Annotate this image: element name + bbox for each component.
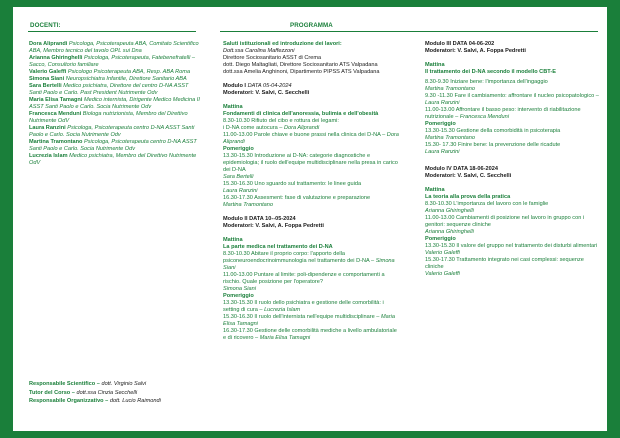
modulo2-speaker: Maria Elisa Tamagni bbox=[223, 314, 395, 327]
modulo4-item-text: 13.30-15.30 Il valore del gruppo nel trattamento dei disturbi alimentari bbox=[425, 243, 598, 249]
responsabile-row bbox=[29, 390, 209, 397]
modulo2-item-text: 15.30-16.30 Il ruolo dell'internista nell'equipe multidisciplinare – bbox=[223, 314, 380, 320]
responsabili-block bbox=[29, 381, 209, 407]
modulo1-item: 8.30-10.30 Rifiuto del cibo e rottura dei legami: bbox=[223, 118, 339, 124]
modulo2-item-text: 13.30-15.30 Il ruolo dello psichiatra e gestione delle comorbilità: i setting di cura – bbox=[223, 300, 384, 313]
docente-item bbox=[29, 153, 201, 167]
bottom-border bbox=[0, 431, 620, 438]
modulo3-speaker: Francesca Menduni bbox=[459, 114, 509, 120]
modulo2-moderators: Moderatori: V. Salvi, A. Foppa Pedretti bbox=[223, 223, 324, 229]
docente-item bbox=[29, 83, 201, 97]
modulo1-item: 16.30-17.30 Assesment: fase di valutazione e preparazione bbox=[223, 195, 371, 201]
modulo1-pomeriggio: Pomeriggio bbox=[223, 146, 254, 152]
modulo3-speaker: Martina Tramontano bbox=[425, 135, 475, 141]
modulo2-item-text: 16.30-17.30 Gestione delle comorbilità mediche a livello ambulatoriale e di ricovero – bbox=[223, 328, 397, 341]
docente-desc: Psicologo Psicoterapeuta ABA, Resp. ABA Roma bbox=[67, 69, 191, 75]
modulo3-pomeriggio: Pomeriggio bbox=[425, 121, 456, 127]
modulo3-item: 13.30-15.30 Gestione della comorbidità in psicoterapia bbox=[425, 128, 561, 134]
programma-rule bbox=[220, 31, 598, 32]
responsabile-row bbox=[29, 381, 209, 388]
docente-desc: Medico psichiatra, Membro del Direttivo Nutrimente OdV bbox=[29, 153, 197, 166]
modulo2-speaker: Simona Siani bbox=[223, 286, 256, 292]
modulo2-item bbox=[223, 300, 400, 314]
saluti-title: Saluti istituzionali ed introduzione dei lavori: bbox=[223, 41, 342, 47]
modulo2-item-text: 8.30-10.30 Abitare il proprio corpo: l'apporto della psiconeuroendocrinoimmunologia nel trattamento dei D-NA – bbox=[223, 251, 375, 264]
docenti-header: DOCENTI: bbox=[30, 22, 61, 29]
modulo1-speaker: Dora Aliprandi bbox=[223, 132, 399, 145]
docente-name: Simona Siani bbox=[29, 76, 65, 82]
modulo4-speaker: Valerio Galeffi bbox=[425, 250, 460, 256]
modulo4-speaker: Arianna Ghiringhelli bbox=[425, 208, 474, 214]
docente-item bbox=[29, 125, 201, 139]
modulo2-item bbox=[223, 251, 400, 272]
responsabile-label: Responsabile Scientifico – bbox=[29, 381, 100, 387]
docente-item bbox=[29, 76, 201, 83]
docente-name: Francesca Menduni bbox=[29, 111, 82, 117]
modulo1-item: 15.30-16.30 Uno sguardo sul trattamento: le linee guida bbox=[223, 181, 362, 187]
modulo2-subtitle: La parte medica nel trattamento dei D-NA bbox=[223, 244, 333, 250]
modulo1-item: 13.30-15.30 Introduzione ai D-NA: categorie diagnostiche e epidemiologia; il ruolo dell'equipe multidisciplinare nella presa in carico dei D-NA bbox=[223, 153, 398, 173]
docente-desc: Psicologa, Psicoterapeuta centro D-NA ASST Santi Paolo e Carlo. Socia Nutrimente Odv bbox=[29, 125, 195, 138]
modulo1-speaker: Martina Tramontano bbox=[223, 202, 273, 208]
docente-item bbox=[29, 97, 201, 111]
docente-name: Maria Elisa Tamagni bbox=[29, 97, 83, 103]
docente-desc: Medico psichiatra, Direttore del centro D-NA ASST Santi Paolo e Carlo. Past President Nutrimente Odv bbox=[29, 83, 189, 96]
docente-item bbox=[29, 55, 201, 69]
modulo2-speaker: Lucrezia Islam bbox=[264, 307, 301, 313]
modulo3-speaker: Laura Ranzini bbox=[425, 100, 460, 106]
docente-name: Dora Aliprandi bbox=[29, 41, 68, 47]
modulo3-speaker: Laura Ranzini bbox=[425, 149, 460, 155]
responsabile-row bbox=[29, 398, 209, 405]
right-border bbox=[607, 0, 620, 438]
modulo1-speaker: Sara Bertelli bbox=[223, 174, 254, 180]
modulo4-speaker: Valerio Galeffi bbox=[425, 271, 460, 277]
docenti-rule bbox=[28, 31, 196, 32]
programma-middle bbox=[223, 41, 400, 342]
modulo1-title: Modulo I bbox=[223, 83, 246, 89]
programma-right bbox=[425, 41, 600, 278]
modulo1-item-text: 11.00-13.00 Parole chiave e buone prassi nella clinica dei D-NA – bbox=[223, 132, 386, 138]
docenti-list bbox=[29, 41, 201, 167]
docente-desc: Psicologa, Psicoterapeuta, Fatebenefratelli – Sacco, Consultorio familiare bbox=[29, 55, 196, 68]
modulo3-item: 8.30-9.30 Iniziare bene: l'importanza dell'ingaggio bbox=[425, 79, 548, 85]
saluti-line: dott. Diego Maltagliati, Direttore Sociosanitario ATS Valpadana bbox=[223, 62, 378, 68]
docente-name: Lucrezia Islam bbox=[29, 153, 68, 159]
docente-item bbox=[29, 69, 201, 76]
modulo3-title: Modulo III DATA 04-06-202 bbox=[425, 41, 495, 47]
docente-item bbox=[29, 41, 201, 55]
modulo3-item: 15.30- 17.30 Finire bene: la prevenzione delle ricadute bbox=[425, 142, 561, 148]
modulo4-moderators: Moderatori: V. Salvi, C. Secchelli bbox=[425, 173, 512, 179]
docente-name: Valerio Galeffi bbox=[29, 69, 67, 75]
modulo3-mattina: Mattina bbox=[425, 62, 445, 68]
modulo3-speaker: Martina Tramontano bbox=[425, 86, 475, 92]
top-border bbox=[0, 0, 620, 7]
modulo1-subtitle: Fondamenti di clinica dell'anoressia, bulimia e dell'obesità bbox=[223, 111, 379, 117]
modulo4-title: Modulo IV DATA 18-06-2024 bbox=[425, 166, 498, 172]
modulo1-item bbox=[223, 132, 400, 146]
modulo2-mattina: Mattina bbox=[223, 237, 243, 243]
docente-name: Sara Bertelli bbox=[29, 83, 62, 89]
modulo3-item: 9.30 -11.30 Fare il cambiamento: affrontare il nucleo psicopatologico – bbox=[425, 93, 599, 99]
modulo1-item-text: i D-NA come autocura – bbox=[223, 125, 283, 131]
modulo3-item bbox=[425, 107, 600, 121]
docente-item bbox=[29, 139, 201, 153]
docente-name: Laura Ranzini bbox=[29, 125, 66, 131]
modulo4-item: 11.00-13.00 Cambiamenti di posizione nel lavoro in gruppo con i genitori: sequenze cliniche bbox=[425, 215, 585, 228]
responsabile-label: Tutor del Corso – bbox=[29, 389, 75, 396]
modulo3-subtitle: Il trattamento dei D-NA secondo il modello CBT-E bbox=[425, 69, 556, 75]
modulo4-mattina: Mattina bbox=[425, 187, 445, 193]
modulo1-date: DATA 05-04-2024 bbox=[247, 83, 292, 89]
modulo2-item: 11.00-13.00 Puntare al limite: poli-dipendenze e comportamenti a rischio. Quale posizione per l'operatore? bbox=[223, 272, 385, 285]
modulo4-item: 15.30-17.30 Trattamento integrato nei casi complessi: sequenze cliniche bbox=[425, 257, 584, 270]
docente-desc: Neuropsichiatra Infantile, Direttore Sanitario ABA bbox=[65, 76, 187, 82]
docente-desc: Biologa nutrizionista, Membro del Direttivo Nutrimente OdV bbox=[29, 111, 188, 124]
docente-desc: Psicologa, Psicoterapeuta centro D-NA ASST Santi Paolo e Carlo. Socia Nutrimente Odv bbox=[29, 139, 197, 152]
modulo1-mattina: Mattina bbox=[223, 104, 243, 110]
modulo4-speaker: Arianna Ghiringhelli bbox=[425, 229, 474, 235]
modulo2-item bbox=[223, 314, 400, 328]
saluti-line: Direttore Sociosanitario ASST di Crema bbox=[223, 55, 322, 61]
modulo1-item bbox=[223, 125, 400, 132]
modulo4-subtitle: La teoria alla prova della pratica bbox=[425, 194, 511, 200]
saluti-line: Dott.ssa Carolina Maffezzoni bbox=[223, 48, 295, 54]
modulo4-pomeriggio: Pomeriggio bbox=[425, 236, 456, 242]
docente-desc: Psicologa, Psicoterapeuta ABA, Comitato Scientifico ABA, Membro tecnico del tavolo OPL sui Dna bbox=[29, 41, 199, 54]
modulo2-item bbox=[223, 328, 400, 342]
modulo2-title: Modulo II DATA 10--05-2024 bbox=[223, 216, 296, 222]
docente-name: Martina Tramontano bbox=[29, 139, 83, 145]
docente-item bbox=[29, 111, 201, 125]
modulo2-speaker: Maria Elisa Tamagni bbox=[259, 335, 311, 341]
saluti-line: dott.ssa Amelia Anghinoni, Dipartimento PIPSS ATS Valpadana bbox=[223, 69, 380, 75]
docente-name: Arianna Ghiringhelli bbox=[29, 55, 83, 61]
responsabile-label: Responsabile Organizzativo – bbox=[29, 398, 109, 404]
modulo2-pomeriggio: Pomeriggio bbox=[223, 293, 254, 299]
responsabile-value: dott. Lucio Raimondi bbox=[109, 398, 161, 404]
modulo2-speaker: Simona Siani bbox=[223, 258, 395, 271]
modulo1-moderators: Moderatori: V. Salvi, C. Secchelli bbox=[223, 90, 310, 96]
responsabile-value: dott.ssa Cinzia Secchelli bbox=[76, 389, 138, 396]
programma-header: PROGRAMMA bbox=[290, 22, 333, 29]
modulo3-moderators: Moderatori: V. Salvi, A. Foppa Pedretti bbox=[425, 48, 526, 54]
modulo4-item: 8.30-10.30 L'importanza del lavoro con le famiglie bbox=[425, 201, 549, 207]
modulo3-item-text: 11.00-13.00 Affrontare il basso peso: intervento di riabilitazione nutrizionale – bbox=[425, 107, 581, 120]
responsabile-value: dott. Virginio Salvi bbox=[101, 381, 147, 387]
left-border bbox=[0, 0, 13, 438]
modulo1-heading bbox=[223, 83, 400, 90]
modulo1-speaker: Laura Ranzini bbox=[223, 188, 258, 194]
docente-desc: Medico internista, Dirigente Medico Medicina II ASST Santi Paolo e Carlo. Socia Nutrimente Odv bbox=[29, 97, 200, 110]
modulo1-speaker: Dora Aliprandi bbox=[283, 125, 320, 131]
modulo4-item bbox=[425, 243, 600, 257]
